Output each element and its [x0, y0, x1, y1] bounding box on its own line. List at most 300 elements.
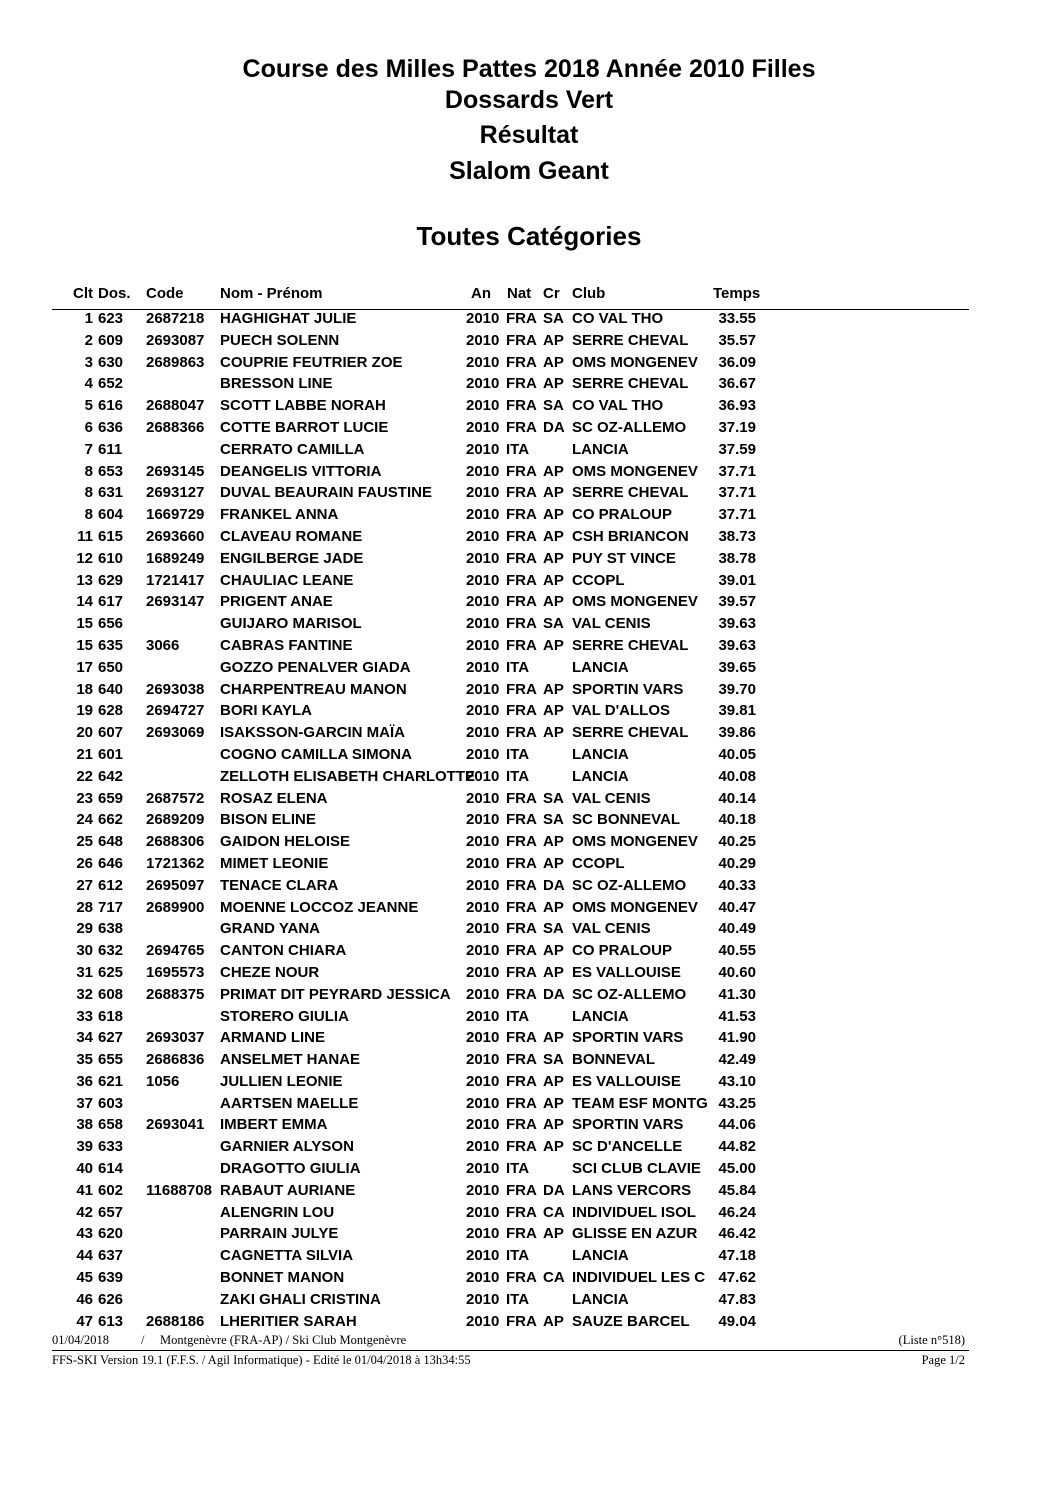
cell-cr: AP	[543, 833, 564, 851]
cell-temps: 33.55	[718, 310, 756, 327]
cell-club: SERRE CHEVAL	[572, 636, 689, 654]
cell-clt: 36	[76, 1072, 93, 1090]
cell-temps: 44.82	[718, 1138, 756, 1156]
cell-an: 2010	[466, 1225, 500, 1243]
cell-club: SC OZ-ALLEMO	[572, 985, 687, 1003]
cell-cr: AP	[543, 353, 564, 371]
cell-name: MOENNE LOCCOZ JEANNE	[220, 898, 419, 916]
cell-clt: 32	[76, 985, 93, 1003]
cell-an: 2010	[466, 418, 500, 436]
cell-an: 2010	[466, 1203, 500, 1221]
cell-cr: AP	[543, 963, 564, 981]
cell-code: 1695573	[146, 963, 205, 981]
cell-dos: 612	[98, 876, 124, 894]
cell-an: 2010	[466, 898, 500, 916]
cell-dos: 613	[98, 1312, 124, 1330]
table-row	[0, 744, 1058, 766]
cell-cr: CA	[543, 1203, 565, 1221]
footer-location: Montgenèvre (FRA-AP) / Ski Club Montgenèvre	[160, 1333, 407, 1347]
cell-name: SCOTT LABBE NORAH	[220, 397, 386, 415]
cell-club: SERRE CHEVAL	[572, 484, 689, 502]
cell-code: 2695097	[146, 876, 205, 894]
cell-clt: 8	[84, 462, 93, 480]
table-row	[0, 1049, 1058, 1071]
cell-nat: FRA	[506, 571, 537, 589]
cell-code: 2686836	[146, 1051, 205, 1069]
cell-name: MIMET LEONIE	[220, 854, 329, 872]
cell-club: OMS MONGENEV	[572, 898, 698, 916]
cell-temps: 49.04	[718, 1312, 756, 1330]
footer-divider	[52, 1350, 969, 1351]
cell-temps: 40.33	[718, 876, 756, 894]
cell-clt: 45	[76, 1269, 93, 1287]
cell-code: 2687218	[146, 310, 205, 327]
cell-cr: AP	[543, 854, 564, 872]
cell-club: LANCIA	[572, 658, 629, 676]
cell-clt: 28	[76, 898, 93, 916]
cell-club: SCI CLUB CLAVIE	[572, 1160, 701, 1178]
footer-page-number: Page 1/2	[921, 1353, 965, 1367]
cell-nat: FRA	[506, 593, 537, 611]
result-heading: Résultat	[479, 121, 579, 149]
cell-an: 2010	[466, 876, 500, 894]
cell-club: SC BONNEVAL	[572, 811, 681, 829]
table-row	[0, 591, 1058, 613]
cell-nat: FRA	[506, 833, 537, 851]
cell-name: GAIDON HELOISE	[220, 833, 351, 851]
cell-an: 2010	[466, 985, 500, 1003]
cell-nat: FRA	[506, 1072, 537, 1090]
cell-temps: 40.14	[718, 789, 756, 807]
cell-clt: 22	[76, 767, 93, 785]
table-row	[0, 439, 1058, 461]
cell-dos: 616	[98, 397, 124, 415]
table-row	[0, 417, 1058, 439]
cell-nat: FRA	[506, 1029, 537, 1047]
cell-temps: 43.25	[718, 1094, 756, 1112]
cell-club: SC OZ-ALLEMO	[572, 418, 687, 436]
table-row	[0, 984, 1058, 1006]
cell-an: 2010	[466, 833, 500, 851]
cell-name: PRIGENT ANAE	[220, 593, 333, 611]
cell-nat: FRA	[506, 484, 537, 502]
cell-club: LANCIA	[572, 1007, 629, 1025]
cell-club: GLISSE EN AZUR	[572, 1225, 698, 1243]
cell-dos: 631	[98, 484, 124, 502]
cell-dos: 639	[98, 1269, 124, 1287]
cell-an: 2010	[466, 745, 500, 763]
cell-clt: 19	[76, 702, 93, 720]
cell-an: 2010	[466, 1181, 500, 1199]
cell-clt: 11	[77, 527, 93, 545]
cell-temps: 40.47	[718, 898, 756, 916]
cell-dos: 657	[98, 1203, 124, 1221]
cell-dos: 636	[98, 418, 124, 436]
cell-clt: 15	[76, 615, 93, 633]
cell-name: ZAKI GHALI CRISTINA	[220, 1290, 381, 1308]
cell-clt: 23	[76, 789, 93, 807]
cell-code: 2693145	[146, 462, 205, 480]
cell-dos: 621	[98, 1072, 124, 1090]
cell-an: 2010	[466, 942, 500, 960]
cell-an: 2010	[466, 615, 500, 633]
cell-temps: 40.08	[718, 767, 756, 785]
table-row	[0, 1071, 1058, 1093]
cell-club: INDIVIDUEL LES C	[572, 1269, 706, 1287]
cell-clt: 31	[76, 963, 93, 981]
cell-cr: SA	[543, 811, 564, 829]
cell-dos: 655	[98, 1051, 124, 1069]
cell-an: 2010	[466, 1007, 500, 1025]
cell-name: IMBERT EMMA	[220, 1116, 328, 1134]
cell-an: 2010	[466, 571, 500, 589]
cell-club: OMS MONGENEV	[572, 353, 698, 371]
cell-nat: FRA	[506, 1181, 537, 1199]
cell-temps: 36.93	[718, 397, 756, 415]
table-row	[0, 635, 1058, 657]
table-row	[0, 308, 1058, 330]
cell-clt: 24	[76, 811, 93, 829]
table-row	[0, 1245, 1058, 1267]
cell-cr: AP	[543, 375, 564, 393]
cell-nat: FRA	[506, 397, 537, 415]
table-row	[0, 897, 1058, 919]
cell-clt: 40	[76, 1160, 93, 1178]
cell-clt: 34	[76, 1029, 93, 1047]
cell-nat: FRA	[506, 680, 537, 698]
cell-nat: FRA	[506, 898, 537, 916]
cell-name: ENGILBERGE JADE	[220, 549, 364, 567]
cell-an: 2010	[466, 375, 500, 393]
cell-temps: 40.60	[718, 963, 756, 981]
cell-nat: ITA	[506, 440, 530, 458]
cell-code: 2688186	[146, 1312, 205, 1330]
cell-temps: 35.57	[718, 331, 756, 349]
cell-club: PUY ST VINCE	[572, 549, 676, 567]
cell-cr: DA	[543, 876, 565, 894]
cell-name: GARNIER ALYSON	[220, 1138, 354, 1156]
cell-an: 2010	[466, 658, 500, 676]
cell-temps: 42.49	[718, 1051, 756, 1069]
cell-cr: DA	[543, 1181, 565, 1199]
table-row	[0, 504, 1058, 526]
cell-dos: 609	[98, 331, 124, 349]
cell-clt: 8	[84, 506, 93, 524]
cell-cr: AP	[543, 484, 564, 502]
cell-dos: 610	[98, 549, 124, 567]
cell-club: SC D'ANCELLE	[572, 1138, 683, 1156]
cell-clt: 13	[76, 571, 93, 589]
cell-clt: 37	[76, 1094, 93, 1112]
cell-code: 2693087	[146, 331, 205, 349]
cell-club: SC OZ-ALLEMO	[572, 876, 687, 894]
cell-club: OMS MONGENEV	[572, 593, 698, 611]
cell-code: 2693147	[146, 593, 205, 611]
cell-dos: 627	[98, 1029, 124, 1047]
cell-nat: FRA	[506, 1138, 537, 1156]
table-row	[0, 1223, 1058, 1245]
cell-clt: 26	[76, 854, 93, 872]
cell-name: BORI KAYLA	[220, 702, 312, 720]
cell-dos: 650	[98, 658, 124, 676]
cell-nat: FRA	[506, 310, 537, 327]
cell-club: SERRE CHEVAL	[572, 331, 689, 349]
cell-nat: FRA	[506, 1051, 537, 1069]
col-header-temps: Temps	[713, 285, 761, 302]
cell-club: BONNEVAL	[572, 1051, 656, 1069]
cell-code: 1689249	[146, 549, 205, 567]
cell-code: 1721417	[146, 571, 205, 589]
cell-nat: ITA	[506, 745, 530, 763]
cell-dos: 662	[98, 811, 124, 829]
cell-temps: 45.84	[718, 1181, 756, 1199]
cell-nat: ITA	[506, 1247, 530, 1265]
cell-an: 2010	[466, 854, 500, 872]
cell-dos: 620	[98, 1225, 124, 1243]
cell-cr: AP	[543, 1138, 564, 1156]
cell-name: CLAVEAU ROMANE	[220, 527, 363, 545]
cell-name: DUVAL BEAURAIN FAUSTINE	[220, 484, 432, 502]
cell-code: 2688047	[146, 397, 205, 415]
col-header-dos: Dos.	[98, 285, 131, 302]
cell-nat: FRA	[506, 963, 537, 981]
cell-club: SERRE CHEVAL	[572, 375, 689, 393]
cell-temps: 47.83	[718, 1290, 756, 1308]
cell-nat: FRA	[506, 375, 537, 393]
cell-cr: AP	[543, 1029, 564, 1047]
cell-code: 1669729	[146, 506, 205, 524]
col-header-an: An	[471, 285, 491, 302]
table-row	[0, 613, 1058, 635]
cell-name: CERRATO CAMILLA	[220, 440, 365, 458]
cell-club: LANCIA	[572, 1247, 629, 1265]
cell-nat: FRA	[506, 1203, 537, 1221]
cell-name: CHARPENTREAU MANON	[220, 680, 407, 698]
cell-clt: 14	[76, 593, 93, 611]
table-row	[0, 395, 1058, 417]
cell-code: 11688708	[146, 1181, 212, 1199]
cell-an: 2010	[466, 789, 500, 807]
cell-name: TENACE CLARA	[220, 876, 339, 894]
cell-clt: 20	[76, 724, 93, 742]
table-row	[0, 831, 1058, 853]
cell-an: 2010	[466, 310, 500, 327]
cell-code: 1721362	[146, 854, 205, 872]
table-row	[0, 875, 1058, 897]
cell-code: 1056	[146, 1072, 180, 1090]
cell-dos: 653	[98, 462, 124, 480]
cell-club: LANCIA	[572, 440, 629, 458]
cell-club: VAL CENIS	[572, 789, 651, 807]
cell-temps: 40.55	[718, 942, 756, 960]
cell-nat: ITA	[506, 658, 530, 676]
cell-temps: 37.71	[718, 462, 756, 480]
cell-an: 2010	[466, 1138, 500, 1156]
cell-temps: 46.24	[718, 1203, 756, 1221]
cell-name: BONNET MANON	[220, 1269, 345, 1287]
cell-clt: 1	[84, 310, 93, 327]
cell-code: 2693038	[146, 680, 205, 698]
cell-temps: 39.63	[718, 636, 756, 654]
table-row	[0, 1289, 1058, 1311]
cell-cr: AP	[543, 636, 564, 654]
cell-temps: 40.49	[718, 920, 756, 938]
cell-dos: 652	[98, 375, 124, 393]
cell-dos: 604	[98, 506, 124, 524]
cell-an: 2010	[466, 462, 500, 480]
cell-an: 2010	[466, 353, 500, 371]
cell-nat: FRA	[506, 549, 537, 567]
cell-temps: 40.25	[718, 833, 756, 851]
cell-dos: 629	[98, 571, 124, 589]
cell-name: GUIJARO MARISOL	[220, 615, 362, 633]
cell-temps: 36.67	[718, 375, 756, 393]
cell-temps: 39.86	[718, 724, 756, 742]
cell-name: PUECH SOLENN	[220, 331, 340, 349]
cell-nat: FRA	[506, 353, 537, 371]
cell-nat: FRA	[506, 876, 537, 894]
cell-name: ALENGRIN LOU	[220, 1203, 335, 1221]
cell-nat: FRA	[506, 789, 537, 807]
cell-clt: 25	[76, 833, 93, 851]
cell-clt: 35	[76, 1051, 93, 1069]
cell-cr: AP	[543, 680, 564, 698]
cell-code: 2693660	[146, 527, 205, 545]
cell-temps: 41.53	[718, 1007, 756, 1025]
cell-name: GOZZO PENALVER GIADA	[220, 658, 411, 676]
table-row	[0, 700, 1058, 722]
table-row	[0, 1202, 1058, 1224]
cell-nat: FRA	[506, 636, 537, 654]
cell-an: 2010	[466, 702, 500, 720]
cell-name: CANTON CHIARA	[220, 942, 347, 960]
cell-club: ES VALLOUISE	[572, 1072, 681, 1090]
cell-club: LANCIA	[572, 1290, 629, 1308]
cell-temps: 40.29	[718, 854, 756, 872]
cell-temps: 39.01	[718, 571, 756, 589]
cell-clt: 21	[76, 745, 93, 763]
cell-dos: 608	[98, 985, 124, 1003]
table-row	[0, 962, 1058, 984]
cell-clt: 3	[84, 353, 93, 371]
cell-temps: 43.10	[718, 1072, 756, 1090]
cell-code: 2689209	[146, 811, 205, 829]
cell-nat: FRA	[506, 506, 537, 524]
table-row	[0, 722, 1058, 744]
cell-an: 2010	[466, 1269, 500, 1287]
cell-nat: FRA	[506, 920, 537, 938]
cell-dos: 618	[98, 1007, 124, 1025]
cell-temps: 40.18	[718, 811, 756, 829]
cell-temps: 44.06	[718, 1116, 756, 1134]
cell-code: 3066	[146, 636, 180, 654]
cell-temps: 37.71	[718, 506, 756, 524]
cell-name: HAGHIGHAT JULIE	[220, 310, 357, 327]
cell-cr: CA	[543, 1269, 565, 1287]
cell-nat: FRA	[506, 942, 537, 960]
cell-cr: SA	[543, 310, 564, 327]
cell-name: RABAUT AURIANE	[220, 1181, 356, 1199]
cell-clt: 5	[84, 397, 93, 415]
cell-clt: 15	[76, 636, 93, 654]
cell-dos: 603	[98, 1094, 124, 1112]
cell-code: 2689900	[146, 898, 205, 916]
cell-an: 2010	[466, 527, 500, 545]
cell-cr: AP	[543, 506, 564, 524]
cell-dos: 625	[98, 963, 124, 981]
cell-cr: AP	[543, 593, 564, 611]
col-header-cr: Cr	[543, 285, 560, 302]
cell-cr: AP	[543, 1116, 564, 1134]
table-row	[0, 352, 1058, 374]
cell-temps: 37.59	[718, 440, 756, 458]
cell-cr: AP	[543, 1312, 564, 1330]
cell-code: 2688306	[146, 833, 205, 851]
cell-dos: 659	[98, 789, 124, 807]
cell-club: CO VAL THO	[572, 310, 664, 327]
cell-temps: 38.73	[718, 527, 756, 545]
cell-dos: 614	[98, 1160, 124, 1178]
cell-code: 2688366	[146, 418, 205, 436]
table-row	[0, 1180, 1058, 1202]
cell-an: 2010	[466, 920, 500, 938]
cell-an: 2010	[466, 767, 500, 785]
cell-club: CCOPL	[572, 571, 625, 589]
cell-cr: AP	[543, 724, 564, 742]
cell-an: 2010	[466, 549, 500, 567]
table-row	[0, 1093, 1058, 1115]
cell-clt: 6	[84, 418, 93, 436]
cell-cr: DA	[543, 985, 565, 1003]
table-row	[0, 918, 1058, 940]
cell-an: 2010	[466, 1312, 500, 1330]
table-row	[0, 853, 1058, 875]
cell-clt: 47	[76, 1312, 93, 1330]
cell-dos: 646	[98, 854, 124, 872]
cell-an: 2010	[466, 1029, 500, 1047]
cell-dos: 656	[98, 615, 124, 633]
cell-dos: 633	[98, 1138, 124, 1156]
cell-club: CO VAL THO	[572, 397, 664, 415]
cell-dos: 617	[98, 593, 124, 611]
cell-an: 2010	[466, 506, 500, 524]
cell-nat: FRA	[506, 1312, 537, 1330]
cell-dos: 623	[98, 310, 124, 327]
cell-cr: SA	[543, 397, 564, 415]
cell-club: TEAM ESF MONTG	[572, 1094, 708, 1112]
cell-nat: FRA	[506, 527, 537, 545]
col-header-name: Nom - Prénom	[220, 285, 323, 302]
cell-nat: ITA	[506, 1290, 530, 1308]
cell-clt: 29	[76, 920, 93, 938]
cell-an: 2010	[466, 593, 500, 611]
table-row	[0, 766, 1058, 788]
cell-cr: DA	[543, 418, 565, 436]
cell-cr: AP	[543, 462, 564, 480]
cell-nat: FRA	[506, 1116, 537, 1134]
table-row	[0, 1267, 1058, 1289]
col-header-code: Code	[146, 285, 184, 302]
cell-name: DRAGOTTO GIULIA	[220, 1160, 361, 1178]
cell-dos: 601	[98, 745, 124, 763]
cell-temps: 47.62	[718, 1269, 756, 1287]
cell-code: 2693069	[146, 724, 205, 742]
cell-an: 2010	[466, 963, 500, 981]
cell-clt: 44	[76, 1247, 93, 1265]
cell-club: CSH BRIANCON	[572, 527, 689, 545]
cell-club: SAUZE BARCEL	[572, 1312, 690, 1330]
cell-name: BRESSON LINE	[220, 375, 333, 393]
